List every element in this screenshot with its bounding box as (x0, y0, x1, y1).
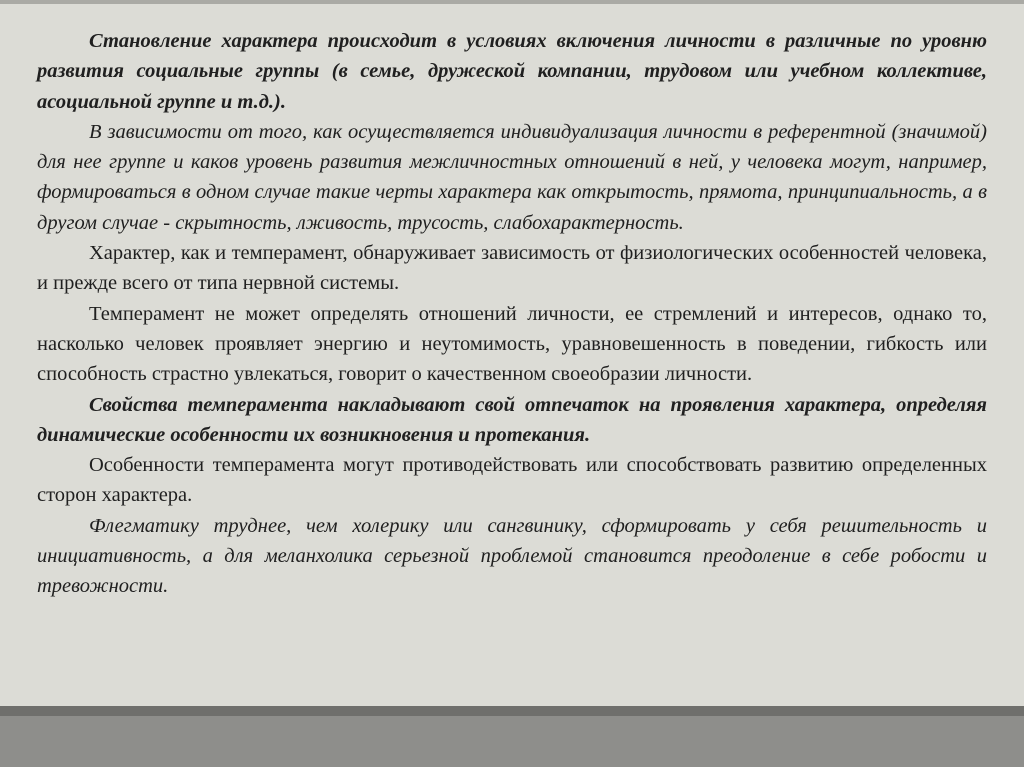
paragraph-temperament-properties: Свойства темперамента накладывают свой отпечаток на проявления характера, определяя динамические особенности их возникновения и протекания. (37, 393, 987, 446)
paragraph-individualization: В зависимости от того, как осуществляется индивидуализация личности в референтной (значимой) для нее группе и каков уровень развития межличностных отношений в ней, у человека могут, например, формироваться в одном случае такие черты характера как открытость, прямота, принципиальность, а в другом случае - скрытность, лживость, трусость, слабохарактерность. (37, 120, 987, 234)
paragraph-character-formation: Становление характера происходит в условиях включения личности в различные по уровню развития социальные группы (в семье, дружеской компании, трудовом или учебном коллективе, асоциальной группе и т.д.). (37, 30, 987, 113)
slide-bottom-band-edge (0, 706, 1024, 716)
paragraph-phlegmatic: Флегматику труднее, чем холерику или сангвинику, сформировать у себя решительность и инициативность, а для меланхолика серьезной проблемой становится преодоление в себе робости и тревожности. (37, 514, 987, 598)
paragraph-temperament-features: Особенности темперамента могут противодействовать или способствовать развитию определенных сторон характера. (37, 454, 987, 507)
paragraph-physiology: Характер, как и темперамент, обнаруживает зависимость от физиологических особенностей человека, и прежде всего от типа нервной системы. (37, 242, 987, 295)
slide-top-border (0, 0, 1024, 4)
paragraph-temperament: Темперамент не может определять отношений личности, ее стремлений и интересов, однако то, насколько человек проявляет энергию и неутомимость, уравновешенность в поведении, гибкость или способность страстно увлекаться, говорит о качественном своеобразии личности. (37, 302, 987, 386)
slide-text-body (37, 26, 987, 602)
